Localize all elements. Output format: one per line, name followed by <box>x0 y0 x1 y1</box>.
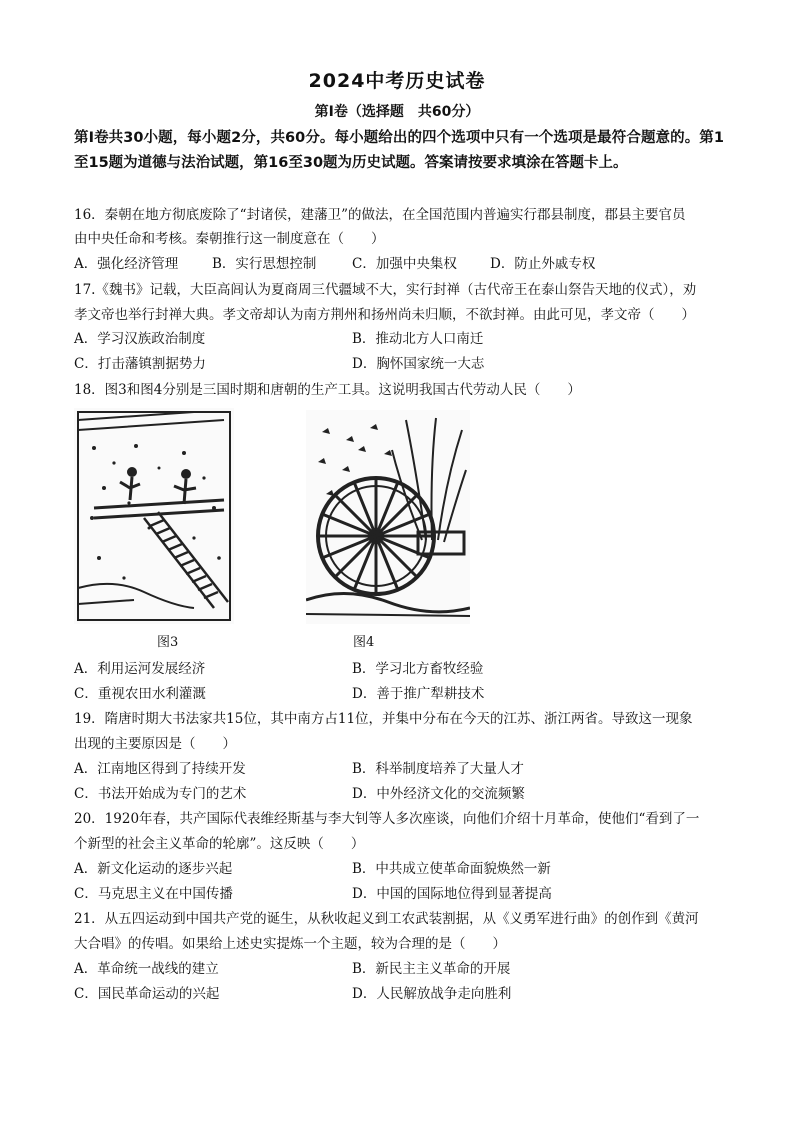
q18-stem-line1: 18．图3和图4分别是三国时期和唐朝的生产工具。这说明我国古代劳动人民（ ） <box>74 382 581 398</box>
q16-option-a: A．强化经济管理 <box>74 256 179 272</box>
q19-stem-line1: 19．隋唐时期大书法家共15位，其中南方占11位，并集中分布在今天的江苏、浙江两省。导致这一现象 <box>74 711 693 727</box>
q18-option-d: D．善于推广犁耕技术 <box>352 686 485 702</box>
q16-stem-line1: 16．秦朝在地方彻底废除了“封诸侯，建藩卫”的做法，在全国范围内普遍实行郡县制度，郡县主要官员 <box>74 207 686 223</box>
q21-stem-line2: 大合唱》的传唱。如果给上述史实提炼一个主题，较为合理的是（ ） <box>74 936 506 952</box>
figure-4-caption: 图4 <box>353 635 375 650</box>
q21-stem-line1: 21．从五四运动到中国共产党的诞生，从秋收起义到工农武装割据，从《义勇军进行曲》的创作到《黄河 <box>74 911 699 927</box>
q19-option-b: B．科举制度培养了大量人才 <box>352 761 524 777</box>
q21-option-d: D．人民解放战争走向胜利 <box>352 986 512 1002</box>
q20-stem-line1: 20．1920年春，共产国际代表维经斯基与李大钊等人多次座谈，向他们介绍十月革命，使他们“看到了一 <box>74 811 700 827</box>
q17-stem-line1: 17.《魏书》记载，大臣高闾认为夏商周三代疆域不大，实行封禅（古代帝王在泰山祭告天地的仪式），劝 <box>74 282 697 298</box>
q16-option-c: C．加强中央集权 <box>352 256 457 272</box>
q17-option-d: D．胸怀国家统一大志 <box>352 356 485 372</box>
q16-stem-line2: 由中央任命和考核。秦朝推行这一制度意在（ ） <box>74 231 385 247</box>
section-subtitle: 第Ⅰ卷（选择题 共60分） <box>314 104 480 120</box>
figure-3-image <box>74 408 234 624</box>
q16-option-d: D．防止外戚专权 <box>490 256 596 272</box>
q19-option-a: A．江南地区得到了持续开发 <box>74 761 246 777</box>
q21-option-c: C．国民革命运动的兴起 <box>74 986 220 1002</box>
q20-option-b: B．中共成立使革命面貌焕然一新 <box>352 861 551 877</box>
q20-option-d: D．中国的国际地位得到显著提高 <box>352 886 552 902</box>
figure-3-caption: 图3 <box>157 635 179 650</box>
q19-option-d: D．中外经济文化的交流频繁 <box>352 786 525 802</box>
q16-option-b: B．实行思想控制 <box>212 256 317 272</box>
q19-stem-line2: 出现的主要原因是（ ） <box>74 736 236 752</box>
q17-option-c: C．打击藩镇割据势力 <box>74 356 206 372</box>
figure-4-image <box>306 410 470 624</box>
q19-option-c: C．书法开始成为专门的艺术 <box>74 786 247 802</box>
q17-option-b: B．推动北方人口南迁 <box>352 331 484 347</box>
q18-option-b: B．学习北方畜牧经验 <box>352 661 484 677</box>
q20-option-c: C．马克思主义在中国传播 <box>74 886 233 902</box>
q17-stem-line2: 孝文帝也举行封禅大典。孝文帝却认为南方荆州和扬州尚未归顺，不欲封禅。由此可见，孝文帝（ ） <box>74 307 695 323</box>
q18-option-c: C．重视农田水利灌溉 <box>74 686 206 702</box>
section-instructions: 第Ⅰ卷共30小题，每小题2分，共60分。每小题给出的四个选项中只有一个选项是最符合题意的。第1至15题为道德与法治试题，第16至30题为历史试题。答案请按要求填涂在答题卡上。 <box>74 130 724 171</box>
q21-option-a: A．革命统一战线的建立 <box>74 961 219 977</box>
q21-option-b: B．新民主主义革命的开展 <box>352 961 511 977</box>
q17-option-a: A．学习汉族政治制度 <box>74 331 206 347</box>
exam-title: 2024中考历史试卷 <box>308 70 486 92</box>
q18-option-a: A．利用运河发展经济 <box>74 661 206 677</box>
q20-option-a: A．新文化运动的逐步兴起 <box>74 861 233 877</box>
q20-stem-line2: 个新型的社会主义革命的轮廓”。这反映（ ） <box>74 836 365 852</box>
